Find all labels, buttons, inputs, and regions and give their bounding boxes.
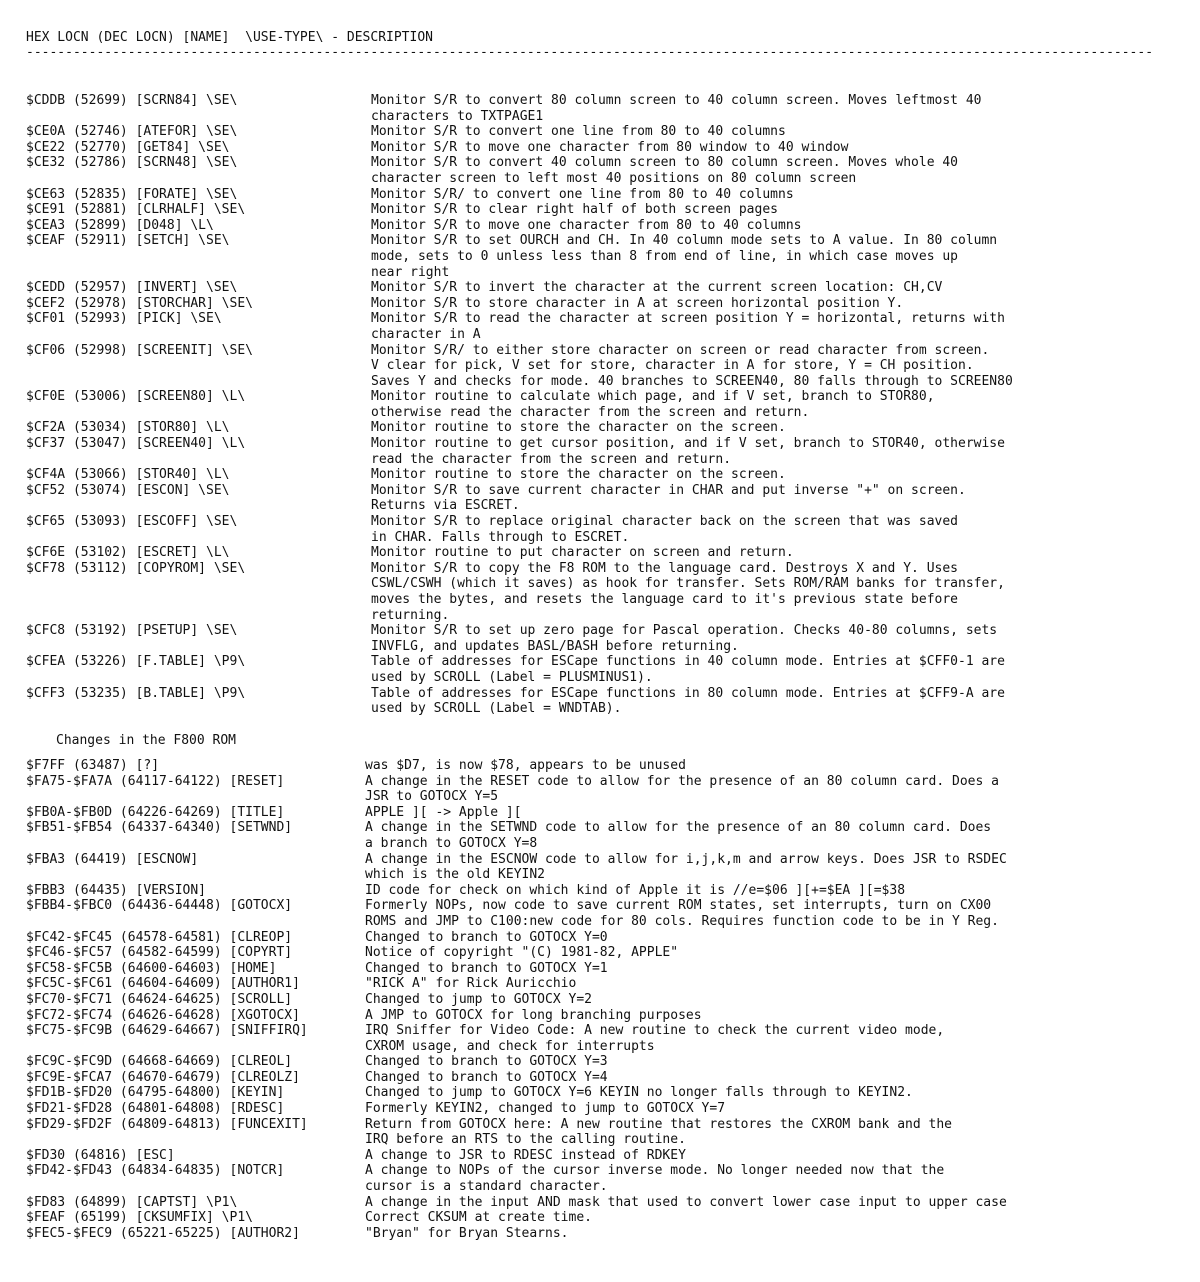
location-label: $CF0E (53006) [SCREEN80] \L\ <box>26 389 246 405</box>
table-row <box>26 155 1186 186</box>
description-text: A JMP to GOTOCX for long branching purposes <box>365 1007 702 1023</box>
location-label: $FC70-$FC71 (64624-64625) [SCROLL] <box>26 991 293 1007</box>
description-text: Monitor routine to store the character on the screen. <box>371 420 786 436</box>
description-text: Correct CKSUM at create time. <box>365 1210 592 1226</box>
f800-rom-changes-table <box>26 758 1186 1241</box>
table-row <box>26 1117 1186 1148</box>
location-label: $CDDB (52699) [SCRN84] \SE\ <box>26 93 238 108</box>
location-label: $CE32 (52786) [SCRN48] \SE\ <box>26 155 238 171</box>
description-text: A change in the input AND mask that used to convert lower case input to upper case <box>365 1194 1007 1210</box>
table-row <box>26 1054 1186 1070</box>
description-text: Changed to branch to GOTOCX Y=3 <box>365 1054 608 1070</box>
description-text: Monitor S/R to clear right half of both screen pages <box>371 202 778 218</box>
description-text: APPLE ][ -> Apple ][ <box>365 804 522 820</box>
location-label: $FBA3 (64419) [ESCNOW] <box>26 851 199 867</box>
location-label: $FC42-$FC45 (64578-64581) [CLREOP] <box>26 929 293 945</box>
table-row <box>26 280 1186 296</box>
description-text: Monitor routine to store the character on the screen. <box>371 467 786 483</box>
location-label: $CEA3 (52899) [D048] \L\ <box>26 217 214 233</box>
description-text: Formerly KEYIN2, changed to jump to GOTOCX Y=7 <box>365 1101 726 1117</box>
description-text: Monitor S/R/ to either store character on screen or read character from screen. V clear for pick, V set for store, character in A for store, Y = CH position. Saves Y and checks for mode. 40 branches to SCREEN40, 80 falls through to SCREEN80 <box>371 342 1013 389</box>
location-label: $FC9C-$FC9D (64668-64669) [CLREOL] <box>26 1054 293 1070</box>
table-row <box>26 1008 1186 1024</box>
table-row <box>26 805 1186 821</box>
table-row <box>26 93 1186 124</box>
description-text: Changed to branch to GOTOCX Y=0 <box>365 929 608 945</box>
description-text: Notice of copyright "(C) 1981-82, APPLE" <box>365 945 679 961</box>
description-text: Changed to branch to GOTOCX Y=1 <box>365 960 608 976</box>
table-row <box>26 961 1186 977</box>
table-row <box>26 1070 1186 1086</box>
description-text: Changed to branch to GOTOCX Y=4 <box>365 1069 608 1085</box>
column-header: HEX LOCN (DEC LOCN) [NAME] \USE-TYPE\ - DESCRIPTION <box>26 30 433 45</box>
description-text: A change to NOPs of the cursor inverse mode. No longer needed now that the cursor is a standard character. <box>365 1163 945 1195</box>
description-text: Table of addresses for ESCape functions in 40 column mode. Entries at $CFF0-1 are used by SCROLL (Label = PLUSMINUS1). <box>371 654 1005 685</box>
table-row <box>26 545 1186 561</box>
table-row <box>26 140 1186 156</box>
table-row <box>26 389 1186 420</box>
location-label: $CF06 (52998) [SCREENIT] \SE\ <box>26 342 253 358</box>
table-row <box>26 883 1186 899</box>
table-row <box>26 296 1186 312</box>
table-row <box>26 436 1186 467</box>
location-label: $CF4A (53066) [STOR40] \L\ <box>26 467 230 483</box>
location-label: $FD30 (64816) [ESC] <box>26 1147 175 1163</box>
table-row <box>26 202 1186 218</box>
location-label: $FD29-$FD2F (64809-64813) [FUNCEXIT] <box>26 1116 308 1132</box>
description-text: Monitor S/R to copy the F8 ROM to the language card. Destroys X and Y. Uses CSWL/CSWH (which it saves) as hook for transfer. Sets ROM/RAM banks for transfer, moves the bytes, and resets the language card to it's previous state before returning. <box>371 560 1005 623</box>
table-row <box>26 758 1186 774</box>
location-label: $FB51-$FB54 (64337-64340) [SETWND] <box>26 820 293 836</box>
table-row <box>26 467 1186 483</box>
table-row <box>26 514 1186 545</box>
table-row <box>26 1023 1186 1054</box>
description-text: Monitor S/R to convert 80 column screen to 40 column screen. Moves leftmost 40 characters to TXTPAGE1 <box>371 93 982 124</box>
table-row <box>26 654 1186 685</box>
description-text: Changed to jump to GOTOCX Y=2 <box>365 991 592 1007</box>
table-row <box>26 1226 1186 1242</box>
location-label: $FC75-$FC9B (64629-64667) [SNIFFIRQ] <box>26 1023 308 1039</box>
description-text: A change to JSR to RDESC instead of RDKEY <box>365 1147 686 1163</box>
description-text: Monitor S/R to store character in A at screen horizontal position Y. <box>371 295 904 311</box>
table-row <box>26 1163 1186 1194</box>
table-row <box>26 820 1186 851</box>
location-label: $FBB4-$FBC0 (64436-64448) [GOTOCX] <box>26 898 293 914</box>
description-text: A change in the RESET code to allow for the presence of an 80 column card. Does a JSR to GOTOCX Y=5 <box>365 773 999 805</box>
location-label: $FD83 (64899) [CAPTST] \P1\ <box>26 1194 238 1210</box>
table-row <box>26 852 1186 883</box>
location-label: $CE0A (52746) [ATEFOR] \SE\ <box>26 124 238 140</box>
location-label: $FEC5-$FEC9 (65221-65225) [AUTHOR2] <box>26 1225 300 1241</box>
table-row <box>26 976 1186 992</box>
location-label: $CE91 (52881) [CLRHALF] \SE\ <box>26 202 246 218</box>
location-label: $FC5C-$FC61 (64604-64609) [AUTHOR1] <box>26 976 300 992</box>
description-text: A change in the SETWND code to allow for the presence of an 80 column card. Does a branch to GOTOCX Y=8 <box>365 820 992 851</box>
description-text: Monitor S/R to save current character in CHAR and put inverse "+" on screen. Returns via ESCRET. <box>371 482 966 514</box>
table-row <box>26 774 1186 805</box>
description-text: Monitor S/R/ to convert one line from 80 to 40 columns <box>371 186 794 202</box>
description-text: "RICK A" for Rick Auricchio <box>365 976 577 992</box>
location-label: $CF37 (53047) [SCREEN40] \L\ <box>26 436 246 452</box>
table-row <box>26 124 1186 140</box>
location-label: $CFC8 (53192) [PSETUP] \SE\ <box>26 623 238 639</box>
table-row <box>26 1148 1186 1164</box>
description-text: Monitor S/R to convert 40 column screen to 80 column screen. Moves whole 40 character screen to left most 40 positions on 80 column screen <box>371 155 958 186</box>
table-row <box>26 187 1186 203</box>
table-row <box>26 311 1186 342</box>
location-label: $FC46-$FC57 (64582-64599) [COPYRT] <box>26 945 293 961</box>
location-label: $CFF3 (53235) [B.TABLE] \P9\ <box>26 685 246 701</box>
description-text: Monitor routine to get cursor position, and if V set, branch to STOR40, otherwise read the character from the screen and return. <box>371 436 1005 467</box>
table-row <box>26 343 1186 390</box>
table-row <box>26 1195 1186 1211</box>
description-text: was $D7, is now $78, appears to be unused <box>365 758 686 773</box>
table-row <box>26 420 1186 436</box>
location-label: $FBB3 (64435) [VERSION] <box>26 882 207 898</box>
table-row <box>26 686 1186 717</box>
description-text: Monitor S/R to set up zero page for Pascal operation. Checks 40-80 columns, sets INVFLG, and updates BASL/BASH before returning. <box>371 623 998 654</box>
location-label: $FC58-$FC5B (64600-64603) [HOME] <box>26 960 277 976</box>
location-label: $CEF2 (52978) [STORCHAR] \SE\ <box>26 295 253 311</box>
monitor-routines-table <box>26 93 1186 717</box>
table-row <box>26 1101 1186 1117</box>
location-label: $FD1B-$FD20 (64795-64800) [KEYIN] <box>26 1085 285 1101</box>
table-row <box>26 1085 1186 1101</box>
description-text: Monitor S/R to move one character from 80 window to 40 window <box>371 139 849 155</box>
description-text: Table of addresses for ESCape functions in 80 column mode. Entries at $CFF9-A are used by SCROLL (Label = WNDTAB). <box>371 685 1005 717</box>
location-label: $CF01 (52993) [PICK] \SE\ <box>26 311 222 327</box>
location-label: $CF6E (53102) [ESCRET] \L\ <box>26 545 230 561</box>
table-row <box>26 992 1186 1008</box>
table-row <box>26 898 1186 929</box>
description-text: "Bryan" for Bryan Stearns. <box>365 1225 569 1241</box>
description-text: Monitor S/R to move one character from 80 to 40 columns <box>371 217 802 233</box>
description-text: Monitor routine to calculate which page, and if V set, branch to STOR80, otherwise read the character from the screen and return. <box>371 389 935 420</box>
location-label: $CF65 (53093) [ESCOFF] \SE\ <box>26 514 238 530</box>
description-text: Return from GOTOCX here: A new routine that restores the CXROM bank and the IRQ before an RTS to the calling routine. <box>365 1116 952 1148</box>
description-text: Monitor S/R to convert one line from 80 to 40 columns <box>371 124 786 140</box>
table-row <box>26 483 1186 514</box>
location-label: $CE63 (52835) [FORATE] \SE\ <box>26 186 238 202</box>
description-text: Monitor S/R to set OURCH and CH. In 40 column mode sets to A value. In 80 column mode, sets to 0 unless less than 8 from end of line, in which case moves up near right <box>371 233 998 280</box>
description-text: ID code for check on which kind of Apple it is //e=$06 ][+=$EA ][=$38 <box>365 882 906 898</box>
location-label: $CE22 (52770) [GET84] \SE\ <box>26 139 230 155</box>
table-row <box>26 561 1186 623</box>
location-label: $CEAF (52911) [SETCH] \SE\ <box>26 233 230 249</box>
table-row <box>26 1210 1186 1226</box>
location-label: $FB0A-$FB0D (64226-64269) [TITLE] <box>26 804 285 820</box>
location-label: $CF2A (53034) [STOR80] \L\ <box>26 420 230 436</box>
location-label: $F7FF (63487) [?] <box>26 758 160 773</box>
location-label: $FC9E-$FCA7 (64670-64679) [CLREOLZ] <box>26 1069 300 1085</box>
location-label: $FD21-$FD28 (64801-64808) [RDESC] <box>26 1101 285 1117</box>
location-label: $FD42-$FD43 (64834-64835) [NOTCR] <box>26 1163 285 1179</box>
table-row <box>26 945 1186 961</box>
location-label: $CF78 (53112) [COPYROM] \SE\ <box>26 560 246 576</box>
description-text: Monitor routine to put character on screen and return. <box>371 545 794 561</box>
header-rule: ------------------------------------------------------------------------------------------------------------------------------------------------ <box>26 45 1154 60</box>
description-text: Monitor S/R to invert the character at the current screen location: CH,CV <box>371 280 943 296</box>
table-row <box>26 218 1186 234</box>
location-label: $CFEA (53226) [F.TABLE] \P9\ <box>26 654 246 670</box>
table-row <box>26 930 1186 946</box>
description-text: IRQ Sniffer for Video Code: A new routine to check the current video mode, CXROM usage, and check for interrupts <box>365 1023 945 1054</box>
location-label: $FC72-$FC74 (64626-64628) [XGOTOCX] <box>26 1007 300 1023</box>
location-label: $FA75-$FA7A (64117-64122) [RESET] <box>26 773 285 789</box>
location-label: $CEDD (52957) [INVERT] \SE\ <box>26 280 238 296</box>
table-row <box>26 623 1186 654</box>
section-heading: Changes in the F800 ROM <box>56 733 237 748</box>
description-text: Formerly NOPs, now code to save current ROM states, set interrupts, turn on CX00 ROMS and JMP to C100:new code for 80 cols. Requires function code to be in Y Reg. <box>365 898 999 929</box>
description-text: A change in the ESCNOW code to allow for i,j,k,m and arrow keys. Does JSR to RSDEC which is the old KEYIN2 <box>365 851 1007 883</box>
location-label: $CF52 (53074) [ESCON] \SE\ <box>26 482 230 498</box>
table-row <box>26 233 1186 280</box>
description-text: Changed to jump to GOTOCX Y=6 KEYIN no longer falls through to KEYIN2. <box>365 1085 913 1101</box>
location-label: $FEAF (65199) [CKSUMFIX] \P1\ <box>26 1210 253 1226</box>
description-text: Monitor S/R to replace original character back on the screen that was saved in CHAR. Falls through to ESCRET. <box>371 514 958 545</box>
description-text: Monitor S/R to read the character at screen position Y = horizontal, returns with character in A <box>371 311 1005 342</box>
